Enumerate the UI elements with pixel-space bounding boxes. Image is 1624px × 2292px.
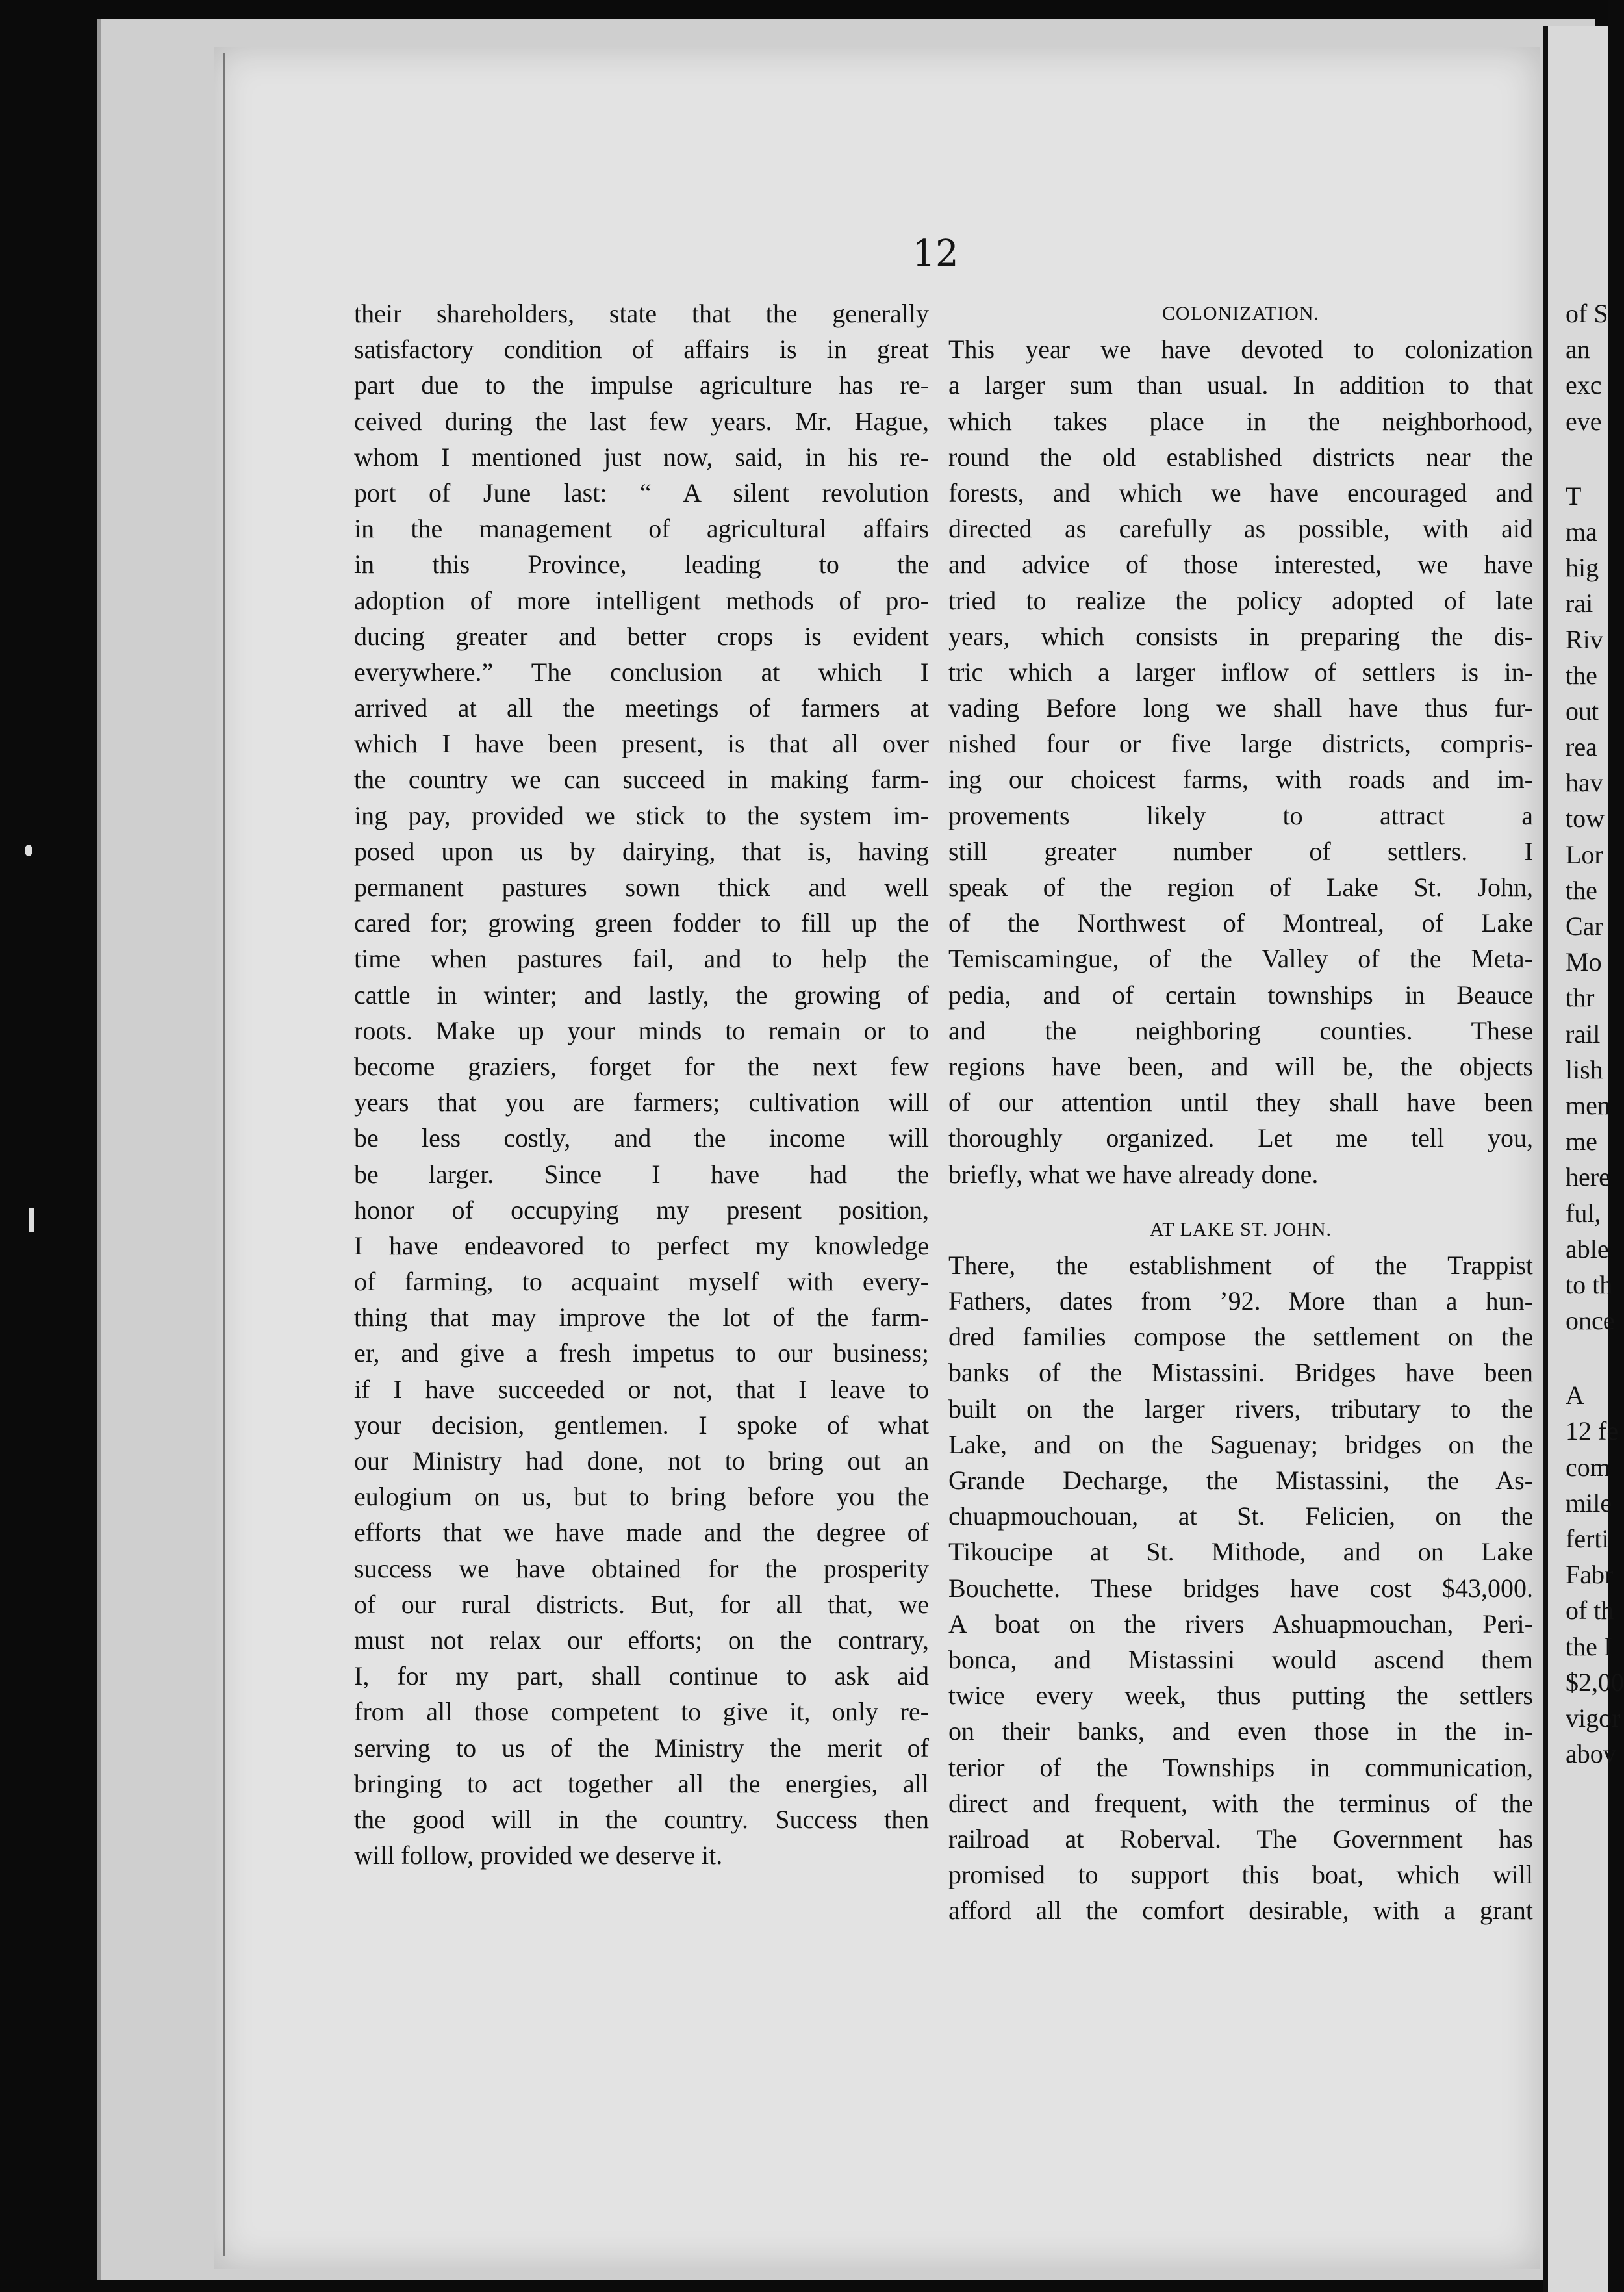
text-line: tried to realize the policy adopted of late xyxy=(948,585,1533,615)
next-page-fragment: ferti xyxy=(1566,1524,1609,1553)
next-page-fragment: T xyxy=(1566,481,1582,511)
next-page-fragment: 12 fe xyxy=(1566,1416,1619,1446)
next-page-fragment xyxy=(1566,1358,1618,1377)
text-line: adoption of more intelligent methods of pro- xyxy=(354,585,929,615)
text-line: banks of the Mistassini. Bridges have been xyxy=(948,1358,1533,1388)
text-line: Fathers, dates from ’92. More than a hun- xyxy=(948,1286,1533,1316)
text-line: pedia, and of certain townships in Beauce xyxy=(948,980,1533,1010)
text-line: and advice of those interested, we have xyxy=(948,550,1533,579)
text-line: Temiscamingue, of the Valley of the Meta- xyxy=(948,944,1533,974)
text-line: in the management of agricultural affairs xyxy=(354,514,929,544)
text-line: in this Province, leading to the xyxy=(354,550,929,579)
next-page-fragment: hav xyxy=(1566,768,1603,798)
text-line: roots. Make up your minds to remain or to xyxy=(354,1015,929,1045)
next-page-fragment: Lor xyxy=(1566,839,1603,869)
text-line: satisfactory condition of affairs is in great xyxy=(354,335,929,364)
text-line: time when pastures fail, and to help the xyxy=(354,944,929,974)
text-line: tric which a larger inflow of settlers is in- xyxy=(948,657,1533,687)
text-line: success we have obtained for the prosperity xyxy=(354,1553,929,1583)
text-line: the country we can succeed in making farm- xyxy=(354,765,929,795)
next-page-fragment: Car xyxy=(1566,911,1603,941)
text-line: briefly, what we have already done. xyxy=(948,1159,1319,1189)
text-line: terior of the Townships in communication, xyxy=(948,1752,1533,1782)
next-page-fragment: A xyxy=(1566,1381,1584,1410)
text-line: dred families compose the settlement on the xyxy=(948,1322,1533,1352)
text-line: bringing to act together all the energies, all xyxy=(354,1768,929,1798)
text-line: a larger sum than usual. In addition to that xyxy=(948,370,1533,400)
text-line: eulogium on us, but to bring before you the xyxy=(354,1482,929,1512)
text-line: efforts that we have made and the degree of xyxy=(354,1518,929,1547)
next-page-fragment: tow xyxy=(1566,804,1605,834)
text-line: regions have been, and will be, the objects xyxy=(948,1051,1533,1081)
text-line: permanent pastures sown thick and well xyxy=(354,872,929,902)
text-line: and the neighboring counties. These xyxy=(948,1015,1533,1045)
text-line: Grande Decharge, the Mistassini, the As- xyxy=(948,1466,1533,1495)
text-line: I have endeavored to perfect my knowledge xyxy=(354,1230,929,1260)
next-page-fragment: able xyxy=(1566,1234,1609,1264)
text-line: thing that may improve the lot of the farm- xyxy=(354,1303,929,1332)
text-line: be less costly, and the income will xyxy=(354,1123,929,1153)
scan-margin-marks xyxy=(23,845,36,1234)
page-number: 12 xyxy=(912,233,959,275)
text-line: of our rural districts. But, for all that, we xyxy=(354,1589,929,1619)
text-line: honor of occupying my present position, xyxy=(354,1195,929,1225)
text-line: railroad at Roberval. The Government has xyxy=(948,1824,1533,1853)
text-line: must not relax our efforts; on the contrary, xyxy=(354,1625,929,1655)
text-line: whom I mentioned just now, said, in his re- xyxy=(354,442,929,472)
text-line: chuapmouchouan, at St. Felicien, on the xyxy=(948,1501,1533,1531)
text-line: direct and frequent, with the terminus of the xyxy=(948,1788,1533,1818)
next-page-fragment: ma xyxy=(1566,516,1597,546)
next-page-fragment: once xyxy=(1566,1306,1615,1336)
text-line: on their banks, and even those in the in- xyxy=(948,1716,1533,1746)
next-page-fragment: $2,00 xyxy=(1566,1667,1624,1697)
text-line: their shareholders, state that the generally xyxy=(354,299,929,328)
text-line: from all those competent to give it, only re- xyxy=(354,1697,929,1727)
next-page-fragment: eve xyxy=(1566,406,1602,436)
colonization-paragraph xyxy=(948,331,1533,1192)
next-page-fragment: rai xyxy=(1566,589,1593,618)
text-line: of our attention until they shall have been xyxy=(948,1088,1533,1117)
next-page-fragment: to th xyxy=(1566,1269,1613,1299)
next-page-fragment xyxy=(1566,439,1618,459)
text-line: posed upon us by dairying, that is, having xyxy=(354,836,929,866)
next-page-fragment: the xyxy=(1566,660,1597,690)
text-line: cared for; growing green fodder to fill up the xyxy=(354,908,929,938)
text-line: arrived at all the meetings of farmers at xyxy=(354,693,929,723)
text-line: There, the establishment of the Trappist xyxy=(948,1250,1533,1280)
right-text-column xyxy=(948,296,1533,1928)
next-page-fragment: here xyxy=(1566,1162,1610,1192)
text-line: of the Northwest of Montreal, of Lake xyxy=(948,908,1533,938)
text-line: ing our choicest farms, with roads and im- xyxy=(948,765,1533,795)
margin-speck xyxy=(25,845,32,856)
next-page-fragment: rea xyxy=(1566,732,1597,762)
text-line: which takes place in the neighborhood, xyxy=(948,406,1533,436)
next-page-text-fragments xyxy=(1566,296,1624,1772)
text-line: which I have been present, is that all over xyxy=(354,729,929,759)
text-line: port of June last: “ A silent revolution xyxy=(354,478,929,507)
text-line: everywhere.” The conclusion at which I xyxy=(354,657,929,687)
next-page-fragment: me xyxy=(1566,1127,1597,1156)
text-line: promised to support this boat, which will xyxy=(948,1860,1533,1890)
next-page-fragment: out xyxy=(1566,696,1599,726)
text-line: afford all the comfort desirable, with a grant xyxy=(948,1896,1533,1926)
text-line: still greater number of settlers. I xyxy=(948,836,1533,866)
next-page-fragment: Mo xyxy=(1566,947,1602,977)
text-line: vading Before long we shall have thus fur- xyxy=(948,693,1533,723)
text-line: Bouchette. These bridges have cost $43,000. xyxy=(948,1573,1533,1603)
next-page-fragment: the I xyxy=(1566,1631,1613,1661)
left-text-column xyxy=(354,296,929,1873)
next-page-fragment: ful, xyxy=(1566,1198,1601,1228)
text-line: ducing greater and better crops is evident xyxy=(354,621,929,651)
text-line: Tikoucipe at St. Mithode, and on Lake xyxy=(948,1537,1533,1567)
text-line: be larger. Since I have had the xyxy=(354,1159,929,1189)
next-page-fragment: mile xyxy=(1566,1488,1612,1518)
text-line: bonca, and Mistassini would ascend them xyxy=(948,1644,1533,1674)
text-line: speak of the region of Lake St. John, xyxy=(948,872,1533,902)
text-line: become graziers, forget for the next few xyxy=(354,1051,929,1081)
next-page-fragment: vigor xyxy=(1566,1703,1621,1733)
text-line: our Ministry had done, not to bring out an xyxy=(354,1446,929,1475)
section-spacer xyxy=(948,1192,1533,1212)
text-line: years, which consists in preparing the dis- xyxy=(948,621,1533,651)
text-line: of farming, to acquaint myself with every- xyxy=(354,1267,929,1297)
text-line: part due to the impulse agriculture has re- xyxy=(354,370,929,400)
text-line: your decision, gentlemen. I spoke of what xyxy=(354,1410,929,1440)
text-line: directed as carefully as possible, with aid xyxy=(948,514,1533,544)
text-line: provements likely to attract a xyxy=(948,800,1533,830)
text-line: will follow, provided we deserve it. xyxy=(354,1840,723,1870)
section-heading-lake-st-john: AT LAKE ST. JOHN. xyxy=(1149,1218,1332,1240)
next-page-fragment: abov xyxy=(1566,1739,1616,1769)
next-page-fragment: the xyxy=(1566,875,1597,905)
section-heading-colonization: COLONIZATION. xyxy=(1161,303,1320,324)
text-line: serving to us of the Ministry the merit of xyxy=(354,1733,929,1763)
next-page-fragment: of S xyxy=(1566,299,1608,328)
next-page-fragment: com xyxy=(1566,1452,1610,1482)
next-page-fragment xyxy=(1566,1338,1618,1358)
text-line: ceived during the last few years. Mr. Hague, xyxy=(354,406,929,436)
text-line: er, and give a fresh impetus to our business; xyxy=(354,1338,929,1368)
text-line: years that you are farmers; cultivation will xyxy=(354,1088,929,1117)
text-line: ing pay, provided we stick to the system im- xyxy=(354,800,929,830)
next-page-fragment xyxy=(1566,459,1618,478)
next-page-fragment: of th xyxy=(1566,1596,1614,1625)
margin-speck xyxy=(29,1208,34,1232)
text-line: the good will in the country. Success then xyxy=(354,1804,929,1834)
text-line: built on the larger rivers, tributary to the xyxy=(948,1394,1533,1423)
next-page-fragment: Fabr xyxy=(1566,1560,1614,1590)
text-line: I, for my part, shall continue to ask aid xyxy=(354,1661,929,1691)
next-page-fragment: Riv xyxy=(1566,624,1603,654)
text-line: thoroughly organized. Let me tell you, xyxy=(948,1123,1533,1153)
lake-st-john-paragraph xyxy=(948,1247,1533,1929)
text-line: A boat on the rivers Ashuapmouchan, Peri- xyxy=(948,1609,1533,1638)
next-page-fragment: thr xyxy=(1566,983,1595,1013)
text-line: cattle in winter; and lastly, the growing of xyxy=(354,980,929,1010)
text-line: forests, and which we have encouraged and xyxy=(948,478,1533,507)
text-line: twice every week, thus putting the settlers xyxy=(948,1681,1533,1711)
text-line: round the old established districts near the xyxy=(948,442,1533,472)
next-page-fragment: lish xyxy=(1566,1054,1603,1084)
next-page-fragment: hig xyxy=(1566,553,1599,583)
text-line: Lake, and on the Saguenay; bridges on the xyxy=(948,1429,1533,1459)
next-page-fragment: an xyxy=(1566,335,1590,364)
text-line: This year we have devoted to colonization xyxy=(948,335,1533,364)
next-page-fragment: exc xyxy=(1566,370,1602,400)
text-line: nished four or five large districts, compris- xyxy=(948,729,1533,759)
next-page-fragment: rail xyxy=(1566,1019,1601,1049)
next-page-fragment: men xyxy=(1566,1090,1610,1120)
text-line: if I have succeeded or not, that I leave to xyxy=(354,1374,929,1404)
